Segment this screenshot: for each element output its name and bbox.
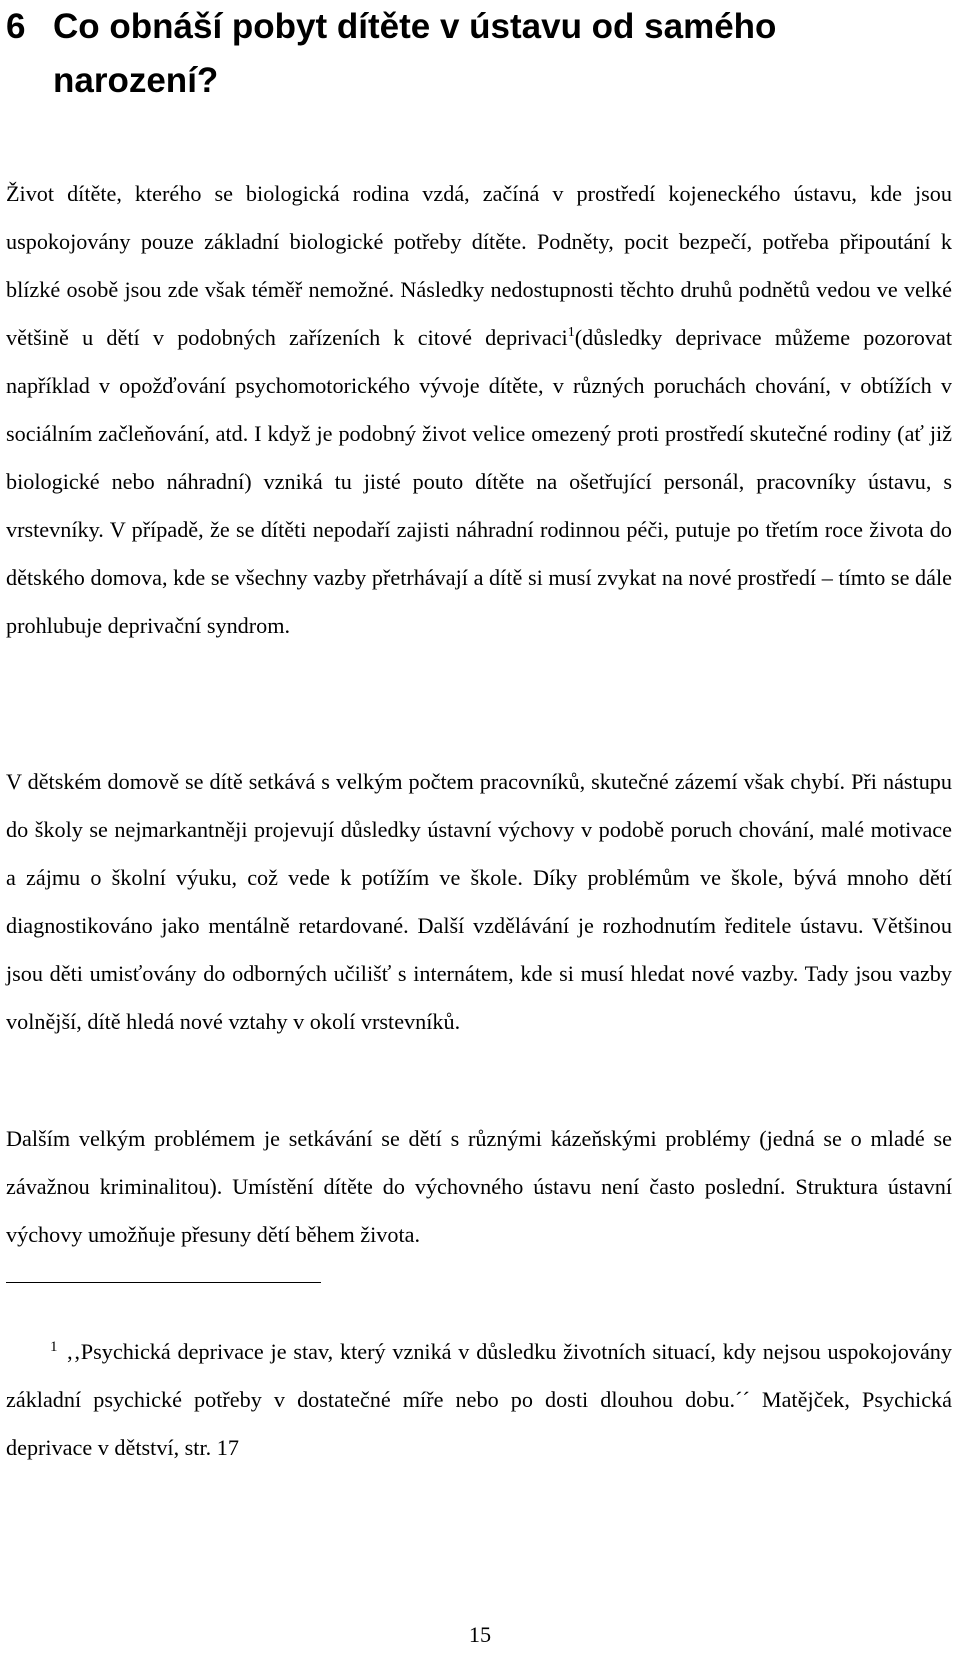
paragraph-3: Dalším velkým problémem je setkávání se dětí s různými kázeňskými problémy (jedná se o mladé se závažnou kriminalitou). Umístění dítěte do výchovného ústavu není často poslední. Struktura ústavní výchovy umožňuje přesuny dětí během života. xyxy=(6,1126,952,1247)
chapter-title-line1: Co obnáší pobyt dítěte v ústavu od samého xyxy=(53,7,777,46)
footnote-reference[interactable]: 1 xyxy=(567,324,575,340)
footnote-separator xyxy=(6,1282,321,1283)
footnote-text: ‚‚Psychická deprivace je stav, který vzniká v důsledku životních situací, kdy nejsou uspokojovány základní psychické potřeby v dostatečné míře nebo po dosti dlouhou dobu.´´ Matějček, Psychická deprivace v dětství, str. 17 xyxy=(6,1339,952,1460)
chapter-title-line2: narození? xyxy=(53,61,219,100)
chapter-heading xyxy=(6,0,951,108)
paragraph-2: V dětském domově se dítě setkává s velkým počtem pracovníků, skutečné zázemí však chybí. Při nástupu do školy se nejmarkantněji projevují důsledky ústavní výchovy v podobě poruch chování, malé motivace a zájmu o školní výuku, což vede k potížím ve škole. Díky problémům ve škole, bývá mnoho dětí diagnostikováno jako mentálně retardované. Další vzdělávání je rozhodnutím ředitele ústavu. Většinou jsou děti umisťovány do odborných učilišť s internátem, kde si musí hledat nové vazby. Tady jsou vazby volnější, dítě hledá nové vztahy v okolí vrstevníků. xyxy=(6,769,952,1034)
paragraph-1-text-after: (důsledky deprivace můžeme pozorovat například v opožďování psychomotorického vývoje dítěte, v různých poruchách chování, v obtížích v sociálním začleňování, atd. I když je podobný život velice omezený proti prostředí skutečné rodiny (ať již biologické nebo náhradní) vzniká tu jisté pouto dítěte na ošetřující personál, pracovníky ústavu, s vrstevníky. V případě, že se dítěti nepodaří zajisti náhradní rodinnou péči, putuje po třetím roce života do dětského domova, kde se všechny vazby přetrhávají a dítě si musí zvykat na nové prostředí – tímto se dále prohlubuje deprivační syndrom. xyxy=(6,325,952,638)
paragraph-1 xyxy=(6,170,952,650)
page-number: 15 xyxy=(468,1622,492,1647)
paragraph-1-text-before: Život dítěte, kterého se biologická rodina vzdá, začíná v prostředí kojeneckého ústavu, kde jsou uspokojovány pouze základní biologické potřeby dítěte. Podněty, pocit bezpečí, potřeba připoutání k blízké osobě jsou zde však téměř nemožné. Následky nedostupnosti těchto druhů podnětů vedou ve velké většině u dětí v podobných zařízeních k citové deprivaci xyxy=(6,181,952,350)
chapter-number: 6 xyxy=(6,7,26,46)
footnote: 1 ‚‚Psychická deprivace je stav, který vzniká v důsledku životních situací, kdy nejsou uspokojovány základní psychické potřeby v dostatečné míře nebo po dosti dlouhou dobu.´´ Matějček, Psychická deprivace v dětství, str. 17 xyxy=(6,1338,952,1460)
